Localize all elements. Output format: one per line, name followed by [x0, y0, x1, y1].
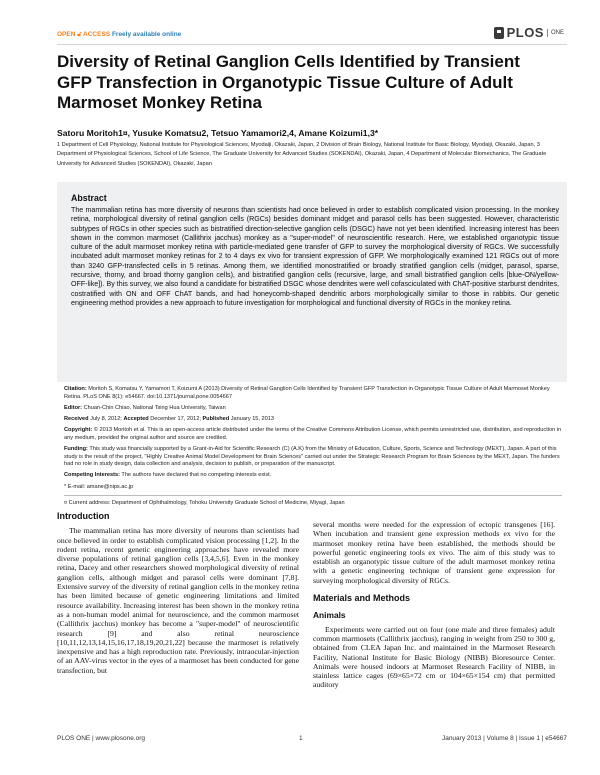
right-column	[313, 520, 555, 690]
header-divider	[57, 44, 567, 45]
plos-logo-icon	[494, 27, 504, 39]
introduction-paragraph: The mammalian retina has more diversity of neurons than scientists had once believed in order to establish complicated vision processing [1,2]. In the rodent retina, recent genetic engineering approaches have revealed more diverse populations of retinal ganglion cells [3,4,5,6]. Even in the monkey retina, Dacey and other researchers showed morphological diversity of retinal ganglion cells, although midget and parasol cells were dominant [7,8]. Extensive survey of the diversity of retinal ganglion cells in the monkey retina has been limited because of genetic engineering limitations and limited resource availability. Increasing interest has been shown in the monkey retina as a non-human model animal for neuroscience, and the common marmoset (Callithrix jacchus) monkey has become a "super-model" of neuroscientific research [9] and also retinal neuroscience [10,11,12,13,14,15,16,17,18,19,20,21,22] because the marmoset is relatively inexpensive and has a high reproduction rate. Previously, intraocular-injection of an AAV-virus vector in the eyes of a marmoset has been conducted for gene transfection, but	[57, 526, 299, 675]
animals-paragraph: Experiments were carried out on four (one male and three females) adult common marmosets (Callithrix jacchus), ranging in weight from 250 to 300 g, obtained from CLEA Japan Inc. and maintained in the Marmoset Research Facility, National Institute for Basic Biology (NIBB) Bioresource Center. Animals were housed indoors at Marmoset Research Facility of NIBB, in stainless lattice cages (69×65×72 cm or 104×65×154 cm) that permitted auditory	[313, 624, 555, 690]
freely-available-label: Freely available online	[111, 31, 182, 38]
left-column	[57, 512, 299, 675]
citation-text: Moritoh S, Komatsu Y, Yamamori T, Koizumi A (2013) Diversity of Retinal Ganglion Cells Identified by Transient GFP Transfection in Organotypic Tissue Culture of Adult Marmoset Monkey Retina. PLoS ONE 8(1): e54667. doi:10.1371/journal.pone.0054667	[64, 386, 550, 400]
current-address: ¤ Current address: Department of Ophthalmology, Tohoku University Graduate School of Medicine, Miyagi, Japan	[64, 500, 345, 507]
received-date: July 8, 2012;	[90, 416, 122, 423]
copyright-text: © 2013 Moritoh et al. This is an open-access article distributed under the terms of the Creative Commons Attribution License, which permits unrestricted use, distribution, and reproduction in any medium, provided the original author and source are credited.	[64, 427, 562, 441]
article-title: Diversity of Retinal Ganglion Cells Identified by Transient GFP Transfection in Organotypic Tissue Culture of Adult Marmoset Monkey Retina	[57, 52, 520, 112]
received-label: Received	[64, 416, 89, 423]
citation	[64, 386, 562, 401]
open-access-lock-icon: 🔓︎	[77, 31, 82, 38]
dates	[64, 416, 562, 424]
author-list: Satoru Moritoh1¤, Yusuke Komatsu2, Tetsuo Yamamori2,4, Amane Koizumi1,3*	[57, 128, 379, 138]
funding-text: This study was financially supported by a Grant-in-Aid for Scientific Research (C) (A.K) from the Ministry of Education, Culture, Sports, Science and Technology (MEXT), Japan. A part of this study is the result of the project, "Highly Creative Animal Model Development for Brain Sciences" carried out under the Strategic Research Program for Brain Sciences by the MEXT, Japan. The funders had no role in study design, data collection and analysis, decision to publish, or preparation of the manuscript.	[64, 446, 560, 468]
abstract-box	[57, 182, 567, 382]
competing-interests	[64, 472, 562, 480]
copyright	[64, 427, 562, 442]
footer-issue: January 2013 | Volume 8 | Issue 1 | e54667	[441, 735, 567, 742]
email: * E-mail: amane@nips.ac.jp	[64, 483, 134, 490]
abstract-text: The mammalian retina has more diversity of neurons than scientists had once believed in order to establish complicated vision processing. In the monkey retina, morphological diversity of retinal ganglion cells (RGCs) besides dominant midget and parasol cells has been suggested. However, characteristic subtypes of RGCs in other species such as bistratified direction-selective ganglion cells (DSGC) have not yet been identified. Increasing interest has been shown in the common marmoset (Callithrix jacchus) monkey as a "super-model" of neuroscientific research. Here, we established organotypic tissue culture of the adult marmoset monkey retina with particle-mediated gene transfer of GFP to survey the morphological diversity of RGCs. We successfully incubated adult marmoset monkey retinas for 2 to 4 days ex vivo for transient expression of GFP. We morphologically examined 121 RGCs out of more than 3240 GFP-transfected cells in 5 retinas. Among them, we identified monostratified or broadly stratified ganglion cells (midget, parasol, sparse, recursive, thorny, and broad thorny ganglion cells), and bistratified ganglion cells (recursive, large, and small bistratified ganglion cells [blue-ON/yellow-OFF-like]). By this survey, we also found a candidate for bistratified DSGC whose dendrites were well cofasciculated with ChAT-positive starburst dendrites, costratified with ON and OFF ChAT bands, and had honeycomb-shaped dendritic arbors morphologically similar to those in rabbits. Our genetic engineering method provides a new approach to future investigation for morphological and functional diversity of RGCs in the monkey retina.	[71, 206, 559, 307]
funding	[64, 446, 562, 469]
accepted-date: December 17, 2012;	[150, 416, 201, 423]
affiliations: 1 Department of Cell Physiology, National Institute for Physiological Sciences, Myodaiji, Okazaki, Japan, 2 Division of Brain Biology, National Institute for Basic Biology, Myodaiji, Okazaki, Japan, 3 Department of Physiological Sciences, School of Life Science, The Graduate University for Advanced Studies (SOKENDAI), Okazaki, Japan, 4 Department of Molecular Biomechanics, The Graduate University for Advanced Studies (SOKENDAI), Okazaki, Japan	[57, 142, 547, 167]
plos-logo-text: PLOS	[506, 25, 544, 40]
editor-text: Chuan-Chin Chiao, National Tsing Hua University, Taiwan	[83, 404, 226, 411]
introduction-continued: several months were needed for the expression of ectopic transgenes [16]. When incubation and transient gene expression methods ex vivo for the marmoset monkey retina have been established, the methods should be powerful genetic engineering tools ex vivo. The aim of this study was to establish an organotypic tissue culture of the adult marmoset monkey retina with a genetic engineering technique of transient gene expression for surveying morphological diversity of RGCs.	[313, 520, 555, 585]
open-access-badge	[57, 31, 181, 39]
one-logo-text: ONE	[547, 29, 564, 37]
funding-label: Funding:	[64, 446, 88, 453]
open-label: OPEN	[57, 31, 76, 38]
citation-label: Citation:	[64, 386, 87, 392]
published-date: January 15, 2013	[230, 416, 274, 423]
editor-label: Editor:	[64, 404, 83, 411]
introduction-heading: Introduction	[57, 511, 110, 521]
competing-text: The authors have declared that no competing interests exist.	[121, 472, 272, 479]
copyright-label: Copyright:	[64, 427, 93, 434]
abstract-heading: Abstract	[71, 193, 107, 203]
methods-heading: Materials and Methods	[313, 593, 411, 604]
plos-one-logo	[494, 25, 564, 40]
footer-journal: PLOS ONE | www.plosone.org	[57, 735, 146, 742]
editor	[64, 405, 562, 413]
access-label: ACCESS	[83, 31, 111, 38]
competing-label: Competing Interests:	[64, 472, 120, 479]
footer-page-number: 1	[299, 735, 303, 742]
article-metadata	[64, 386, 562, 511]
meta-divider	[64, 495, 562, 496]
animals-heading: Animals	[313, 610, 346, 621]
published-label: Published	[202, 416, 230, 423]
accepted-label: Accepted	[123, 416, 149, 423]
page-header	[0, 0, 600, 50]
